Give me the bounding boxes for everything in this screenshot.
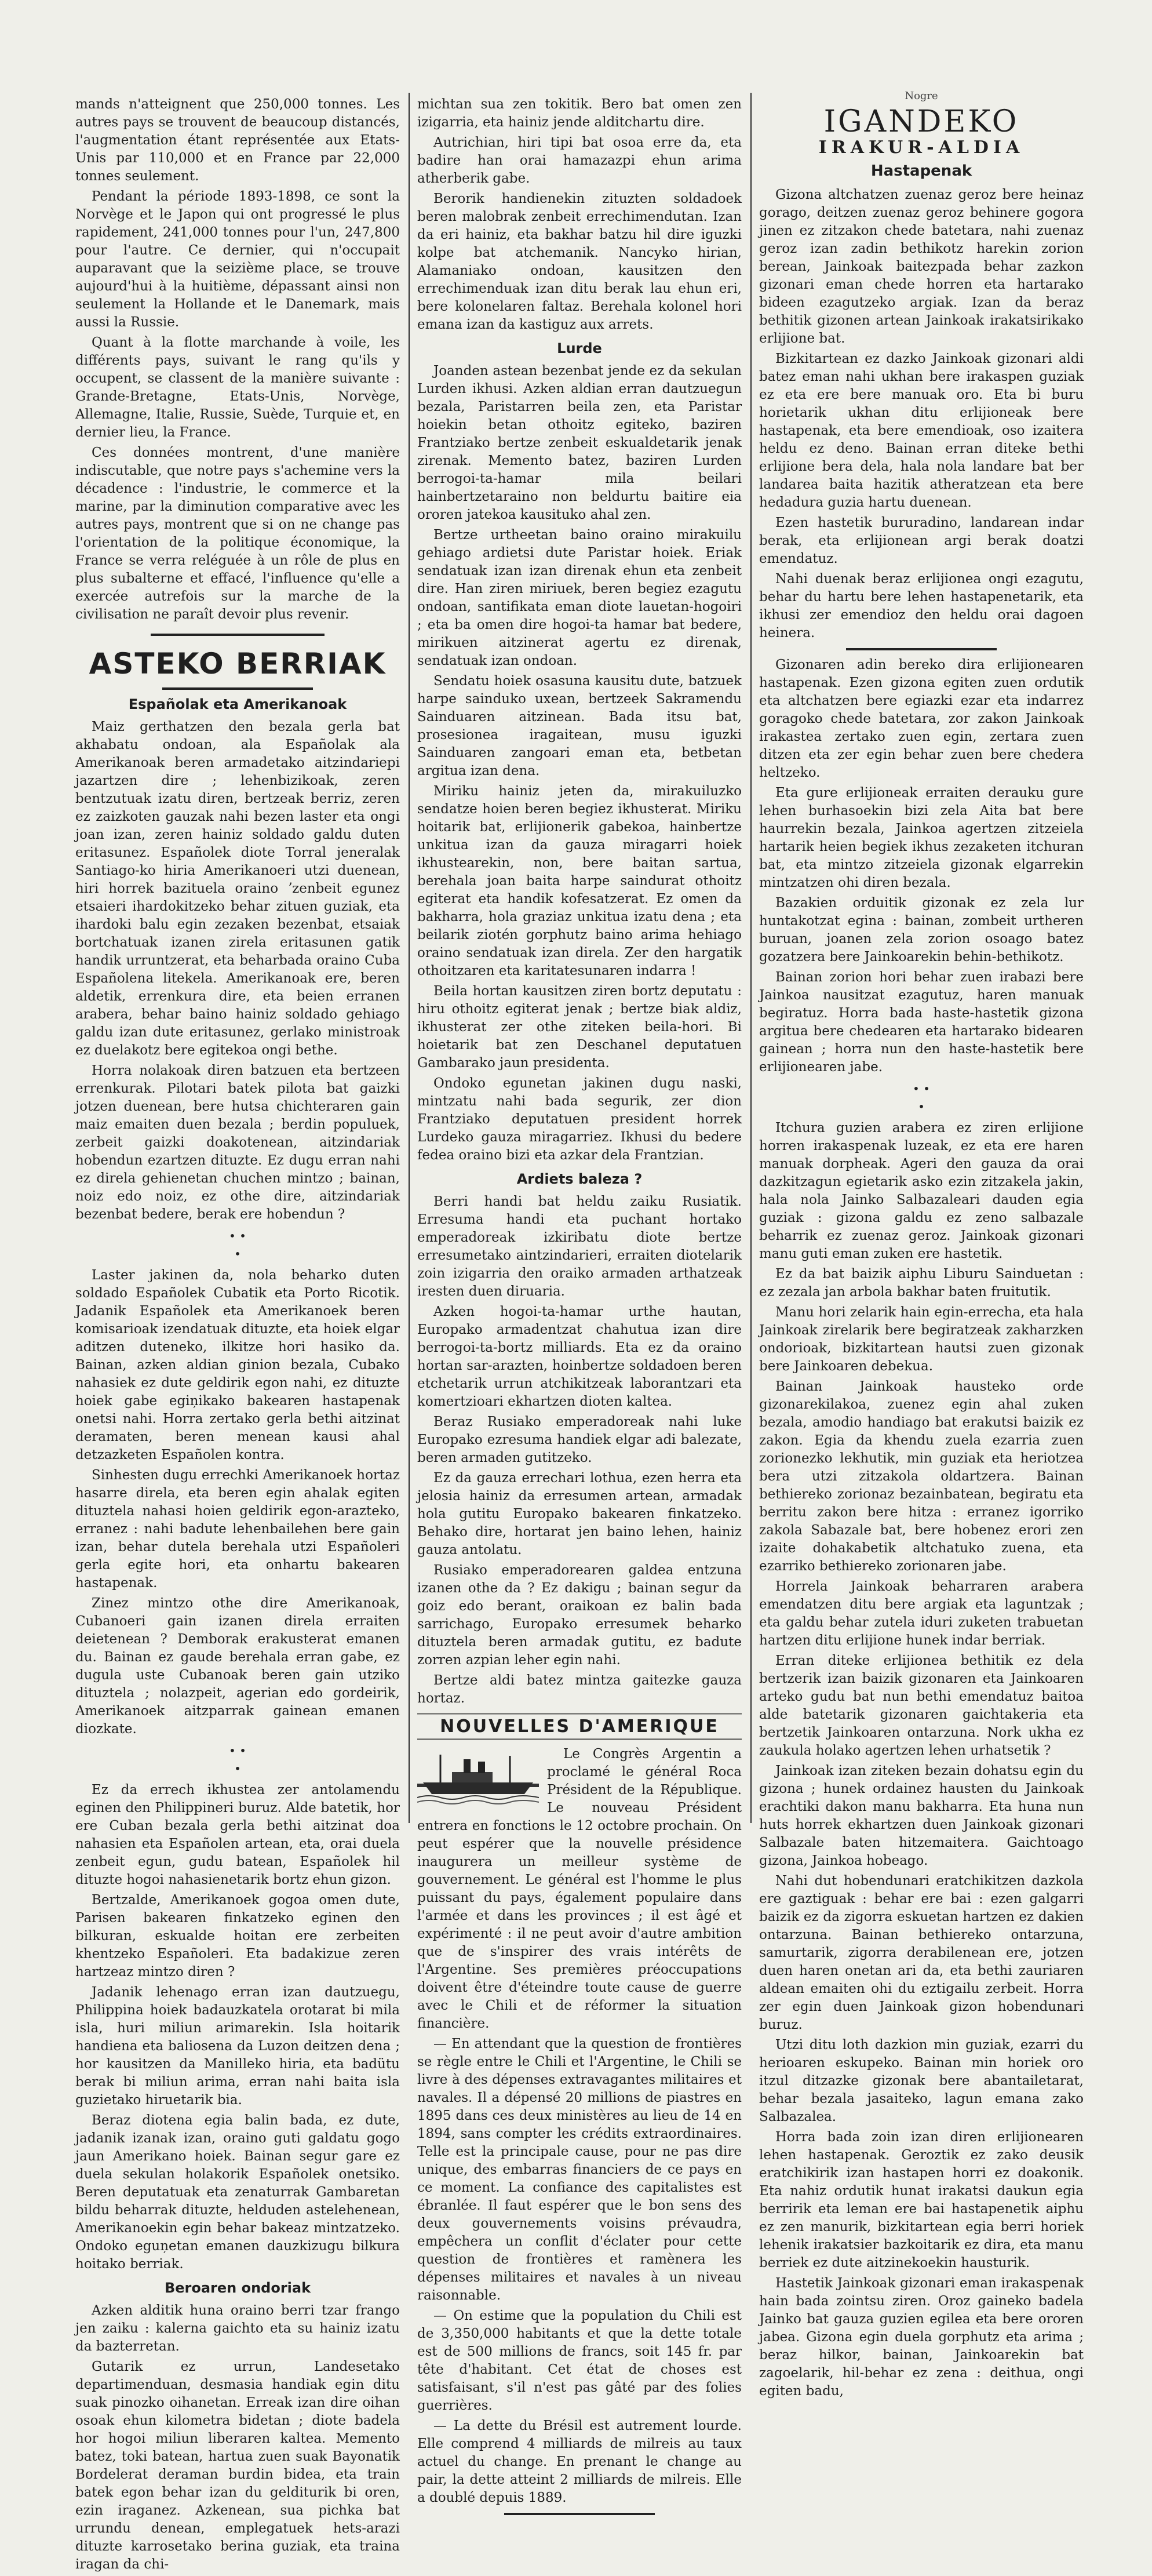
col2-paragraph: Berorik handienekin zituzten soldadoek beren malobrak zenbeit errechimendutan. Izan da eri hainiz, eta bakhar batzu hil dire iguzki kolpe bat atchemanik. Nancyko hirian, Alamaniako ondoan, kausitzen den errechimenduak izan ditu berak lau ehun eri, bere kolonelaren faltaz. Berehala kolonel hori emana izan da kastiguz aux arrets. — [417, 191, 742, 332]
col3-paragraph: Nahi dut hobendunari eratchikitzen dazkola ere gaztiguak : behar ere bai : ezen galgarri baizik ez da zigorra eskuetan hartzen ez dakien ontarzuna. Bainan bethiereko ontarzuna, samurtarik, zigorra derabilenean ere, jotzen duen haren onetan ari da, eta bethi zauriaren aldean emaiten ohi du eztigailu zerbeit. Horra zer egin duen Jainkoak gizon hobendunari buruz. — [759, 1873, 1084, 2032]
steamship-illustration — [417, 1749, 539, 1807]
ornament-divider — [846, 648, 997, 650]
column-3 — [759, 87, 1084, 2403]
col2-paragraph: — En attendant que la question de frontières se règle entre le Chili et l'Argentine, le Chili se livre à des dépenses extravagantes militaires et navales. Il a dépensé 20 millions de piastres en 1895 dans ces deux ministères au lieu de 14 en 1894, sans compter les crédits extraordinaires. Telle est la principale cause, pour ne pas dire unique, des embarras financiers de ce pays en ce moment. La confiance des capitalistes est ébranlée. Il faut espérer que le bon sens des deux gouvernements voisins prévaudra, empêchera un conflit d'éclater pour cette question de frontières et ramènera les dépenses militaires et navales à un niveau raisonnable. — [417, 2036, 742, 2303]
separator-dots: • • • — [229, 1229, 246, 1261]
col3-paragraph: Itchura guzien arabera ez ziren erlijione horren irakaspenak luzeak, ez eta ere haren manuak dorpheak. Ageri den gauza da orai dazkitzagun egietarik asko ezin zitzakela jakin, hala nola Jainko Salbazaleari dauden egia guziak : gizona galdu ez zeno salbazale beharrik ez zuenaz geroz. Jainkoak gizonari manu guti eman zuken ere hastetik. — [759, 1120, 1084, 1261]
col1-paragraph: Quant à la flotte marchande à voile, les différents pays, suivant le rang qu'ils y occupent, se classent de la manière suivante : Grande-Bretagne, Etats-Unis, Norvège, Allemagne, Italie, Russie, Suède, Turquie et, en dernier lieu, la France. — [75, 335, 400, 440]
col3-paragraph: Bizkitartean ez dazko Jainkoak gizonari aldi batez eman nahi ukhan bere irakaspen guziak ez eta ere bere manuak oro. Eta bi buru horietarik ukhan ditu erlijioneak bere hastapenak, eta bere emendioak, oso izaitera heldu ez deno. Bainan erran diteke bethi erlijione bera dela, hala nola landare bat ber landarea baita hazitik atheratzean eta bere hedadura guzia hartu duenean. — [759, 351, 1084, 510]
col3-paragraph: Eta gure erlijioneak erraiten derauku gure lehen burhasoekin bizi zela Aita bat bere haurrekin bezala, Jainkoa agertzen zitzeiela hartarik heien begiek ikhus zezaketen itchuran bat, eta mintzo zitzeiela gizonak elgarrekin mintzatzen ohi diren bezala. — [759, 785, 1084, 890]
col1-paragraph: Laster jakinen da, nola beharko duten soldado Españolek Cubatik eta Porto Ricotik. Jadanik Españolek eta Amerikanoek beren komisarioak izendatuak dituzte, eta hoiek elgar aditzen duteneko, ilkitze hori hasiko da. Bainan, azken aldian ginion bezala, Cubako nahasiek ez dute geldirik egon nahi, ez dituzte hoiek gabe egiņikako bakearen hastapenak onetsi nahi. Horra zertako gerla bethi aitzinat deramaten, beren menean kausi ahal detzazketen Españolen kontra. — [75, 1268, 400, 1462]
col3-paragraph: Jainkoak izan ziteken bezain dohatsu egin du gizona ; hunek ordainez hausten du Jainkoak erachtiki dakon manu bakharra. Eta huna nun huts horrek ekhartzen duen Jainkoak gizonari Salbazale baten hitzemaitera. Gaichtoago gizona, Jainkoa hobeago. — [759, 1763, 1084, 1868]
col3-paragraph: Bainan Jainkoak hausteko orde gizonarekilakoa, zuenez egin ahal zuken bezala, amodio handiago bat erakutsi baizik ez zakon. Egia da khendu zuela ezarria zuen zorionezko lekhutik, min guziak eta heriotzea bera utzi zitzakola oldartzera. Bainan bethiereko zorionaz bezainbatean, begiratu eta berritu zakon bere hitza : erranez igorriko zakola Sabazale bat, bere hobenez erori zen izaite dohakabetik altchatuko zuena, eta ezarriko bethiereko zorionaren jabe. — [759, 1379, 1084, 1574]
col2-paragraph: Autrichian, hiri tipi bat osoa erre da, eta badire han orai hamazazpi ehun arima atherberik gabe. — [417, 135, 742, 186]
col1-paragraph: Beraz diotena egia balin bada, ez dute, jadanik izanak izan, oraino guti galdatu gogo jaun Amerikano hoiek. Bainan segur gare ez duela sekulan holakorik Españolek onetsiko. Beren deputatuak eta zenaturrak Gambaretan bildu beharrak dituzte, helduden astelehenean, Amerikanoekin egin behar bakeaz mintzatzeko. Ondoko eguņetan emanen dauzkizugu bilkura hoitako berriak. — [75, 2113, 400, 2272]
headline-underline — [162, 687, 313, 690]
masthead-subtitle: IRAKUR-ALDIA — [818, 137, 1025, 158]
col1-paragraph: Gutarik ez urrun, Landesetako departimenduan, desmasia handiak egin ditu suak pinozko oihanetan. Erreak izan dire oihan osoak ehun kilometra bidetan ; diote badela hor hogoi miliun liberaren kaltea. Memento batez, toki batean, hartua zuen suak Bayonatik Bordelerat deraman burdin bidea, eta train batek egon behar izan du gelditurik bi oren, ezin iraganez. Azkenean, sua pichka bat urrundu denean, emplegatuek hets-arazi dituzte karrosetako berina guziak, eta traina iragan da chi- — [75, 2359, 400, 2572]
ornament-divider — [151, 632, 325, 638]
col1-paragraph: Azken alditik huna oraino berri tzar frango jen zaiku : kalerna gaichto eta su hainiz izatu da bazterretan. — [75, 2303, 400, 2354]
section-title-ardiets: Ardiets baleza ? — [516, 1171, 643, 1187]
section-title-nouvelles-damerique: NOUVELLES D'AMERIQUE — [417, 1713, 742, 1740]
col1-paragraph: Horra nolakoak diren batzuen eta bertzeen errenkurak. Pilotari batek pilota bat gaizki jotzen duenean, bere hutsa chichteraren gain maiz emaiten duen bezala ; berdin populuek, zerbeit gaizki doakotenean, aitzindariak hobendun ezartzen dituzte. Ez dugu erran nahi ez direla gehienetan chuchen mintzo ; bainan, noiz edo noiz, ez othe dire, aitzindariak bezenbat bedere, berak ere hobendun ? — [75, 1063, 400, 1222]
section-title-lurde: Lurde — [557, 340, 602, 356]
column-1 — [75, 96, 400, 2576]
col3-paragraph: Gizona altchatzen zuenaz geroz bere heinaz gorago, deitzen zuenaz geroz behinere gogora jinen ez zitzakon chede batetara, nahi zuenaz geroz izan zadin bethikotz harekin zorion berean, Jainkoak baitezpada behar zazkon gizonari eman chede horren eta hartarako bideen ezagutzeko argiak. Izan da beraz bethitik gizonen artean Jainkoak irakatsirikako erlijione bat. — [759, 187, 1084, 346]
col2-paragraph: Bertze urtheetan baino oraino mirakuilu gehiago ardietsi dute Paristar hoiek. Eriak sendatuak izan izan direnak ehun eta zenbeit dire. Han ziren miriuek, beren begiez ezagutu ondoan, santifikata eman diote lauetan-hogoiri ; eta ba omen dire hogoi-ta hamar bat bedere, mirikuen aitzinerat agertu ez direnak, sendatuak izan ondoan. — [417, 527, 742, 668]
column-divider-1 — [409, 93, 410, 1823]
col2-paragraph: Berri handi bat heldu zaiku Rusiatik. Erresuma handi eta puchant hortako emperadoreak izkiribatu diote bertze erresumetako aintzindarieri, erraiten diotelarik zoin izigarria den oraiko armaden arthatzeak iresten duen diruaria. — [417, 1194, 742, 1299]
col1-paragraph: Sinhesten dugu errechki Amerikanoek hortaz hasarre direla, eta beren egin ahalak egiten dituztela nahasi hoien geldirik egon-arazteko, erranez : nahi badute lehenbailehen bere gain izan, behar dutela berehala utzi Españoleri gerla egite hori, eta onhartu bakearen hastapenak. — [75, 1468, 400, 1591]
col2-paragraph: Joanden astean bezenbat jende ez da sekulan Lurden ikhusi. Azken aldian erran dautzuegun bezala, Paristarren beila zen, eta Paristar hoiekin betan othoitz egiteko, baziren Frantziako bertze zenbeit eskualdetarik jenak zirenak. Memento batez, baziren Lurden berrogoi-ta-hamar mila beilari hainbertzetaraino non beldurtu baitire eia ororen jatekoa kausituko ahal zen. — [417, 363, 742, 522]
col2-paragraph: Ez da gauza errechari lothua, ezen herra eta jelosia hainiz da erresumen artean, armadak hola gutitu Europako bakearen finkatzeko. Behako dire, hortarat jen baino lehen, hainiz gauza antolatu. — [417, 1471, 742, 1558]
col1-paragraph: mands n'atteignent que 250,000 tonnes. Les autres pays se trouvent de beaucoup distancés, l'augmentation étant représentée aux Etats-Unis par 110,000 et en France par 22,000 tonnes seulement. — [75, 97, 400, 184]
col2-paragraph: Azken hogoi-ta-hamar urthe hautan, Europako armadentzat chahutua izan dire berrogoi-ta-bortz milliards. Eta ez da oraino hortan sar-arazten, hoinbertze soldadoen beren etchetarik urrun atchikitzeak laborantzari eta komertzioari ekhartzen dioten kaltea. — [417, 1304, 742, 1409]
masthead-title: IGANDEKO — [823, 104, 1019, 139]
col3-paragraph: Horrela Jainkoak beharraren arabera emendatzen ditu bere argiak eta laguntzak ; eta galdu behar zutela iduri zuketen trabuetan hartzen ditu erlijione hunek indar berriak. — [759, 1579, 1084, 1648]
col1-paragraph: Zinez mintzo othe dire Amerikanoak, Cubanoeri gain izanen direla erraiten deietenean ? Demborak erakusterat emanen du. Bainan ez gaude berehala erran gabe, ez dugula uste Cubanoak beren gain utziko dituztela ; nolazpeit, agerian edo gordeirik, Amerikanoek aitzparrak gainean emanen diozkate. — [75, 1596, 400, 1737]
col2-paragraph: Ondoko egunetan jakinen dugu naski, mintzatu nahi bada segurik, zer dion Frantziako deputatuen president horrek Lurdeko gauza miragarriez. Ikhusi du bedere fedea oraino bizi eta azkar dela Frantzian. — [417, 1076, 742, 1163]
col1-paragraph: Maiz gerthatzen den bezala gerla bat akhabatu ondoan, ala Españolak ala Amerikanoak beren armadetako aitzindariері jazartzen dire ; lehenbizikoak, zeren bentzutuak izatu diren, bertzeak berriz, zeren ez zaizkoten gauzak nahi bezen laster eta ongi joan izan, zeren hainiz soldado galdu duten eritasunez. Españolek diote Torral jeneralak Santiago-ko hiria Amerikanoeri utzi duenean, hiri horrek bazituela oraino ʼzenbeit egunez etsaieri ihardokitzeko behar zituen guziak, eta ihardoki balu egin zezaken bezenbat, etsaiak bortchatuak izanen zirela eritasunen gatik handik urruntzerat, eta beharbada oraino Cuba Españolena litekela. Amerikanoak ere, beren aldetik, errenkura dire, eta beien erranen arabera, behar baino hainiz soldado gehiago galdu izan dute eritasunez, gerlako ministroak ez duelakotz bere egitekoa ongi bethe. — [75, 719, 400, 1058]
section-title-hastapenak: Hastapenak — [870, 162, 972, 180]
col2-paragraph: Rusiako emperadorearen galdea entzuna izanen othe da ? Ez dakigu ; bainan segur da goiz edo berant, oraikoan ez balin bada sarrichago, Europako erresumek beharko dituztela beren armadak gutitu, ez badute zorren azpian leher egin nahi. — [417, 1563, 742, 1668]
ornament-divider — [504, 2513, 655, 2515]
col2-paragraph: — On estime que la population du Chili est de 3,350,000 habitants et que la dette totale est de 500 millions de francs, soit 145 fr. par tête d'habitant. Cet état de choses est satisfaisant, s'il n'est pas gâté par des folies guerrières. — [417, 2308, 742, 2413]
col1-paragraph: Ces données montrent, d'une manière indiscutable, que notre pays s'achemine vers la décadence : l'industrie, le commerce et la marine, par la diminution comparative avec les autres pays, montrent que si on ne change pas l'orientation de la politique économique, la France se verra reléguée à un rôle de plus en plus subalterne et effacé, l'influence qu'elle a exercée autrefois sur la marche de la civilisation ne paraît devoir plus revenir. — [75, 445, 400, 622]
section-title-beroaren-ondoriak: Beroaren ondoriak — [164, 2280, 311, 2296]
col3-paragraph: Hastetik Jainkoak gizonari eman irakaspenak hain bada zointsu ziren. Oroz gaineko badela Jainko bat gauza guzien egilea eta bere ororen jabea. Gizona egin duela gorphutz eta arima ; beraz hilkor, bainan, Jainkoarekin bat zagoelarik, hil-behar ez zena : deithua, ongi egiten badu, — [759, 2276, 1084, 2399]
col2-paragraph: Le Congrès Argentin a proclamé le général Roca Président de la République. Le nouveau Président entrera en fonctions le 12 octobre prochain. On peut espérer que la nouvelle présidence inaugurera un meilleur système de gouvernement. Le général est l'homme le plus puissant du pays, également populaire dans l'armée et dans les provinces ; il est âgé et expérimenté : il ne peut avoir d'autre ambition que de s'inspirer des vrais intérêts de l'Argentine. Ses premières préoccupations doivent être d'éteindre toute cause de guerre avec le Chili et de réformer la situation financière. — [417, 1747, 742, 2031]
col2-paragraph: Beraz Rusiako emperadoreak nahi luke Europako ezresuma handiek elgar adi balezate, beren armaden gutitzeko. — [417, 1414, 742, 1465]
col3-paragraph: Erran diteke erlijionea bethitik ez dela bertzerik izan baizik gizonaren eta Jainkoaren arteko gudu bat nun bethi emendatuz baitoa alde batetarik gizonaren gaichtakeria eta bertzetik Jainkoaren ontarzuna. Nork ukha ez zaukula holako agertzen lehen urhatsetik ? — [759, 1653, 1084, 1758]
col3-paragraph: Utzi ditu loth dazkion min guziak, ezarri du herioaren eskupeko. Bainan min horiek oro itzul ditzazke gizonak bere abantailetarat, behar bezala jasaiteko, lagun emana zako Salbazalea. — [759, 2037, 1084, 2124]
col3-paragraph: Bainan zorion hori behar zuen irabazi bere Jainkoa nausitzat ezagutuz, haren manuak begiratuz. Horra bada haste-hastetik gizona argitua bere chedearen eta hartarako bidearen gainean ; horra nun den haste-hastetik bere erlijionearen jabe. — [759, 970, 1084, 1075]
col1-paragraph: Ez da errech ikhustea zer antolamendu eginen den Philippineri buruz. Alde batetik, hor ere Cuban bezala gerla bethi aitzinat doa nahasien eta Españolen artean, eta, orai duela zenbeit egun, gudu batean, Españolek hil dituzte hogoi nahasienetarik bortz ehun gizon. — [75, 1782, 400, 1887]
col3-paragraph: Manu hori zelarik hain egin-errecha, eta hala Jainkoak zirelarik bere begiratzeak zakharzken ondorioak, bizkitartean hautsi zuen gizonak bere Jainkoaren debekua. — [759, 1305, 1084, 1374]
column-2 — [417, 96, 742, 2521]
col2-paragraph: michtan sua zen tokitik. Bero bat omen zen izigarria, eta hainiz jende alditchartu dire. — [417, 97, 742, 130]
col2-paragraph: Bertze aldi batez mintza gaitezke gauza hortaz. — [417, 1673, 742, 1706]
masthead-small-text: Nogre — [905, 90, 938, 102]
col1-paragraph: Bertzalde, Amerikanoek gogoa omen dute, Parisen bakearen finkatzeko eginen den bilkuran, eskualde hoitan ere zerbeiten khentzeko Españoleri. Eta badakizue zeren hartzeaz mintzo diren ? — [75, 1893, 400, 1980]
headline-asteko-berriak: ASTEKO BERRIAK — [89, 647, 387, 681]
separator-dots: • • • — [913, 1082, 930, 1114]
col3-paragraph: Ezen hastetik bururadino, landarean indar berak, eta erlijionean argi berak doatzi emendatuz. — [759, 515, 1084, 566]
col2-paragraph: Miriku hainiz jeten da, mirakuiluzko sendatze hoien beren begiez ikhusterat. Miriku hoitarik bat, erlijionerik gabekoa, hainbertze unkitua izan da gauza miragarri hoiek ikhustearekin, non, bere baitan sartua, berehala joan baita harpe saindurat othoitz egiterat eta handik kofesatzerat. Ez omen da bakharra, hola graziaz unkitua izatu dena ; eta beilarik ziotén gorphutz baino arima hehiago oraino sendatuak izan direla. Zer den hargatik othoitzaren eta karitatesunaren indarra ! — [417, 784, 742, 978]
col2-paragraph: — La dette du Brésil est autrement lourde. Elle comprend 4 milliards de milreis au taux actuel du change. En prenant le change au pair, la dette atteint 2 milliards de milreis. Elle a doublé depuis 1889. — [417, 2418, 742, 2505]
col1-paragraph: Pendant la période 1893-1898, ce sont la Norvège et le Japon qui ont progressé le plus rapidement, 241,000 tonnes pour l'un, 247,800 pour l'autre. Ce dernier, qui n'occupait auparavant que la seizième place, se trouve aujourd'hui à la huitième, dépassant ainsi non seulement la Hollande et le Danemark, mais aussi la Russie. — [75, 189, 400, 330]
column-divider-2 — [750, 93, 752, 1823]
col3-paragraph: Horra bada zoin izan diren erlijionearen lehen hastapenak. Geroztik ez zako deusik eratchikirik izan hastapen horri ez doakonik. Eta nahiz ordutik hunat irakatsi daukun egia berririk eta leman ere bai hastapenetik aiphu ez zen manurik, bizkitartean egia berri horiek lehenik irakatsier bazkoitarik ez dira, eta manu berriek ez dute aitzinekoekin hausturik. — [759, 2130, 1084, 2271]
col3-paragraph: Nahi duenak beraz erlijionea ongi ezagutu, behar du hartu bere lehen hastapenetarik, eta ikhusi zer emendioz den heldu orai dagoen heinera. — [759, 572, 1084, 641]
col1-paragraph: Jadanik lehenago erran izan dautzuegu, Philippina hoiek badauzkatela orotarat bi mila isla, huri miliun arimarekin. Isla hoitarik handiena eta baliosena da Luzon deitzen dena ; hor kausitzen da Manilleko hiria, eta badütu berak bi miliun arima, erran nahi baita isla guzietako hiruetarik bia. — [75, 1985, 400, 2108]
col3-paragraph: Bazakien orduitik gizonak ez zela lur huntakotzat egina : bainan, zombeit urtheren buruan, joanen zela zorion osoago batez gozatzera bere Jainkoarekin behin-bethikotz. — [759, 896, 1084, 965]
col3-paragraph: Gizonaren adin bereko dira erlijionearen hastapenak. Ezen gizona egiten zuen ordutik eta altchatzen bere egiazki ezar eta indarrez goragoko chede batetara, zor zakon Jainkoak irakastea zertako zuen egin, zertara zuen ditzen eta zer egin behar zuen bere chedera heltzeko. — [759, 657, 1084, 780]
separator-dots: • • • — [229, 1744, 246, 1775]
section-title-espanolak: Españolak eta Amerikanoak — [128, 696, 347, 712]
col2-paragraph: Sendatu hoiek osasuna kausitu dute, batzuek harpe sainduko uxean, bertzeek Sakramendu Sainduaren aitzinean. Bada itsu bat, prosesionea iragaitean, musu iguzki Sainduaren zangoari eman eta, betbetan argitua izan dena. — [417, 674, 742, 778]
col3-paragraph: Ez da bat baizik aiphu Liburu Sainduetan : ez zezala jan arbola bakhar baten fruitutik. — [759, 1267, 1084, 1300]
col2-paragraph: Beila hortan kausitzen ziren bortz deputatu : hiru othoitz egiterat jenak ; bertze biak aldiz, ikhusterat zer othe ziteken beila-hori. Bi hoietarik bat zen Deschanel deputatuen Gambarako jaun presidenta. — [417, 984, 742, 1071]
